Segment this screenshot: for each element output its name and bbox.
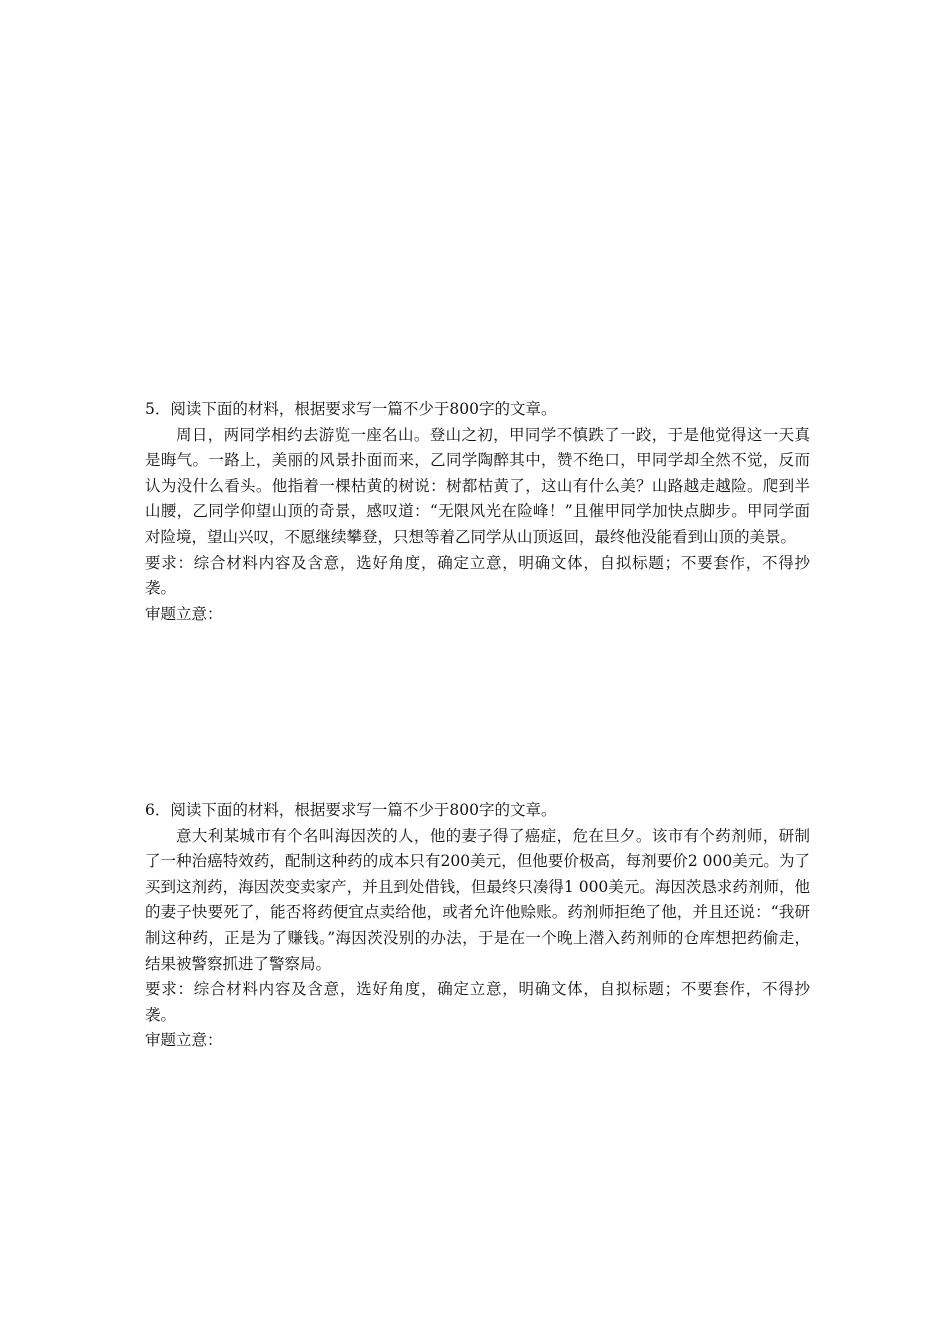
requirement-text: 要求：综合材料内容及含意，选好角度，确定立意，明确文体，自拟标题；不要套作，不得抄袭。	[145, 980, 810, 1024]
analysis-prompt: 审题立意：	[145, 604, 223, 623]
question-6	[145, 798, 810, 1054]
question-heading: 5．阅读下面的材料，根据要求写一篇不少于800字的文章。	[145, 400, 557, 418]
question-heading: 6．阅读下面的材料，根据要求写一篇不少于800字的文章。	[145, 801, 557, 819]
requirement-text: 要求：综合材料内容及含意，选好角度，确定立意，明确文体，自拟标题；不要套作，不得抄袭。	[145, 553, 810, 598]
material-paragraph: 周日，两同学相约去游览一座名山。登山之初，甲同学不慎跌了一跤，于是他觉得这一天真是晦气。一路上，美丽的风景扑面而来，乙同学陶醉其中，赞不绝口，甲同学却全然不觉，反而认为没什么看头。他指着一棵枯黄的树说：树都枯黄了，这山有什么美？山路越走越险。爬到半山腰，乙同学仰望山顶的奇景，感叹道：“无限风光在险峰！”且催甲同学加快点脚步。甲同学面对险境，望山兴叹，不愿继续攀登，只想等着乙同学从山顶返回，最终他没能看到山顶的美景。	[145, 425, 810, 546]
analysis-prompt: 审题立意：	[145, 1031, 223, 1050]
question-5	[145, 397, 810, 627]
material-paragraph: 意大利某城市有个名叫海因茨的人，他的妻子得了癌症，危在旦夕。该市有个药剂师，研制了一种治癌特效药，配制这种药的成本只有200美元，但他要价极高，每剂要价2 000美元。为了买到这剂药，海因茨变卖家产，并且到处借钱，但最终只凑得1 000美元。海因茨恳求药剂师，他的妻子快要死了，能否将药便宜点卖给他，或者允许他赊账。药剂师拒绝了他，并且还说：“我研制这种药，正是为了赚钱。”海因茨没别的办法，于是在一个晚上潜入药剂师的仓库想把药偷走，结果被警察抓进了警察局。	[145, 826, 810, 973]
